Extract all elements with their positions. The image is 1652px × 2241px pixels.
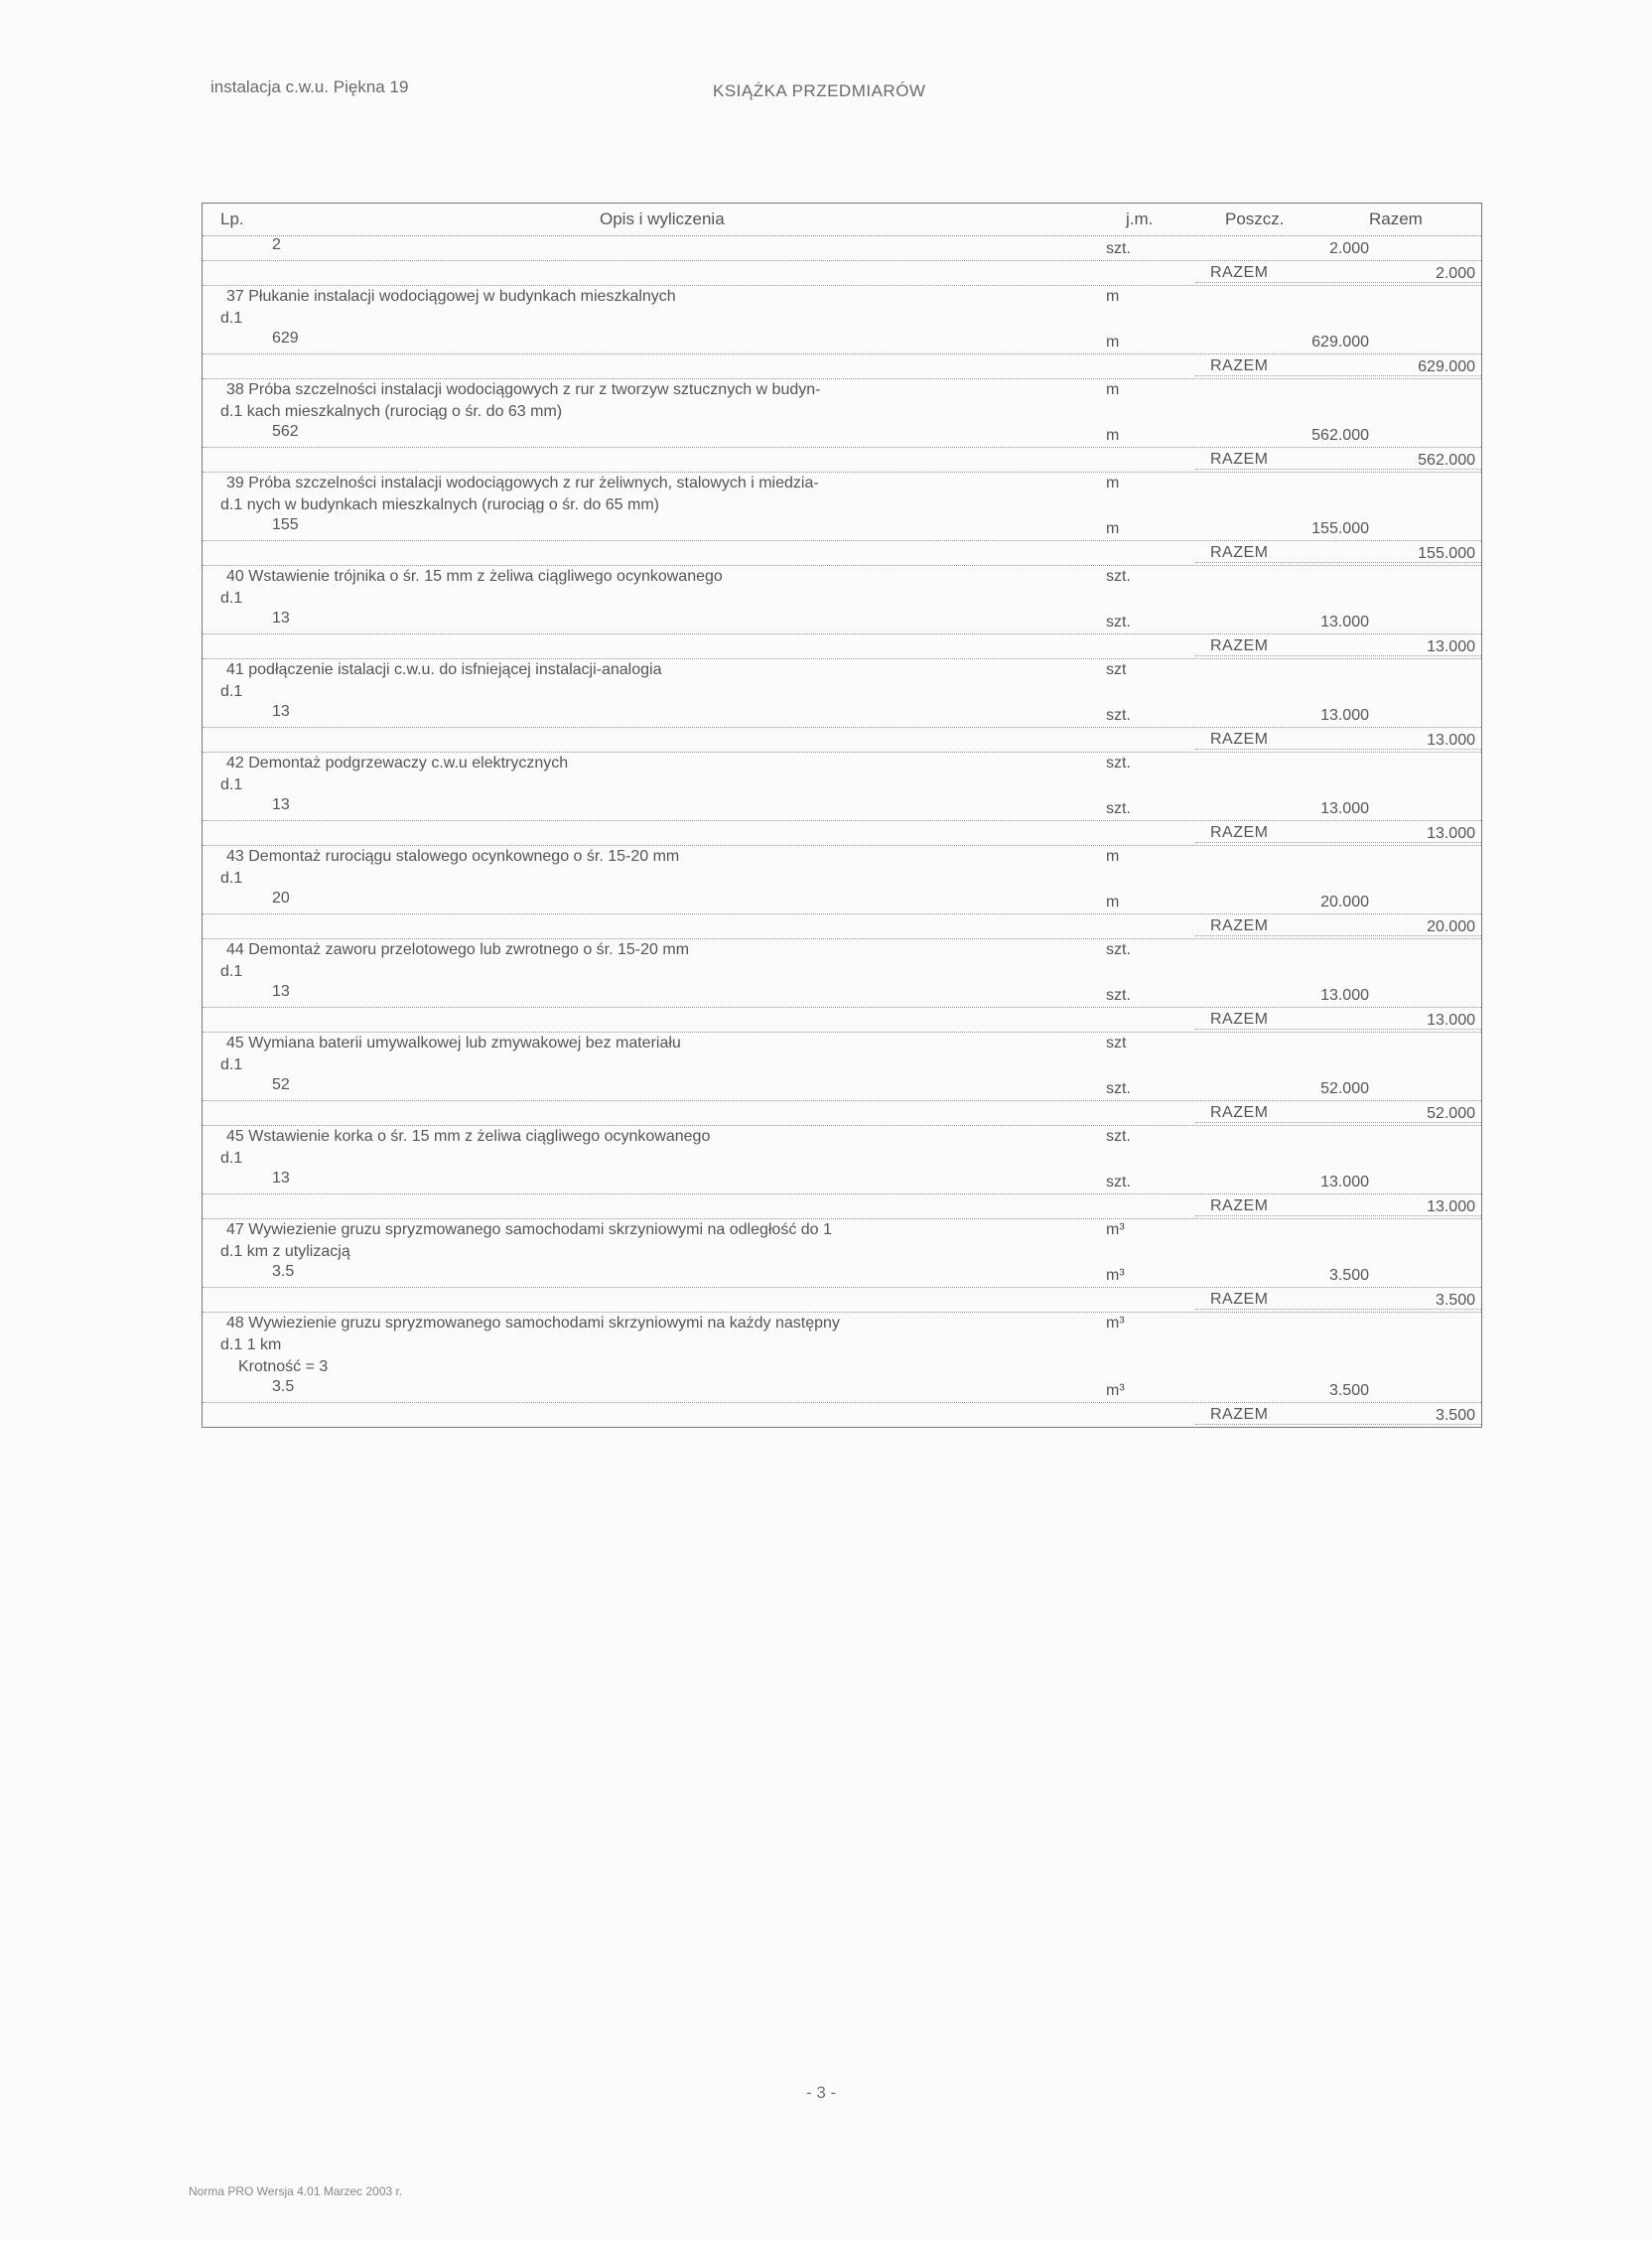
total-line xyxy=(203,1194,1481,1218)
unit: m xyxy=(1106,381,1120,398)
calc-line xyxy=(203,236,1481,261)
calc-unit: m xyxy=(1106,334,1120,350)
description-line xyxy=(203,1219,1481,1241)
description-line xyxy=(203,753,1481,774)
description-line xyxy=(203,1033,1481,1054)
calc-qty: 20.000 xyxy=(1320,894,1369,910)
description-text: d.1 1 km xyxy=(220,1336,282,1353)
total-line xyxy=(203,914,1481,938)
bill-of-quantities-table xyxy=(202,203,1482,1428)
calc-unit: szt. xyxy=(1106,800,1131,817)
total-line xyxy=(203,1288,1481,1312)
total-value: 3.500 xyxy=(1435,1407,1475,1424)
description-text: Krotność = 3 xyxy=(238,1358,329,1375)
description-line xyxy=(203,379,1481,401)
calc-line xyxy=(203,796,1481,821)
description-line xyxy=(203,494,1481,516)
total-line xyxy=(203,354,1481,378)
calc-value: 3.5 xyxy=(272,1263,295,1280)
total-label: RAZEM xyxy=(1210,357,1269,374)
total-value: 13.000 xyxy=(1427,732,1475,749)
total-label: RAZEM xyxy=(1210,1104,1269,1121)
col-poszcz: Poszcz. xyxy=(1225,210,1285,228)
description-text: 45 Wymiana baterii umywalkowej lub zmywakowej bez materiału xyxy=(226,1035,681,1051)
calc-value: 13 xyxy=(272,1170,290,1187)
calc-qty: 13.000 xyxy=(1320,987,1369,1004)
description-line xyxy=(203,1148,1481,1170)
total-value: 629.000 xyxy=(1418,358,1475,375)
table-row xyxy=(203,658,1481,752)
calc-unit: szt. xyxy=(1106,987,1131,1004)
description-text: 48 Wywiezienie gruzu spryzmowanego samochodami skrzyniowymi na każdy następny xyxy=(226,1315,840,1331)
description-line xyxy=(203,1241,1481,1263)
calc-unit: szt. xyxy=(1106,614,1131,630)
calc-unit: m xyxy=(1106,427,1120,444)
calc-value: 13 xyxy=(272,796,290,813)
calc-line xyxy=(203,703,1481,728)
calc-qty: 3.500 xyxy=(1328,1267,1369,1284)
total-value: 13.000 xyxy=(1427,638,1475,655)
table-row xyxy=(203,1125,1481,1218)
calc-unit: m xyxy=(1106,520,1120,537)
calc-value: 13 xyxy=(272,703,290,720)
total-line xyxy=(203,1403,1481,1427)
calc-qty: 155.000 xyxy=(1311,520,1369,537)
total-line xyxy=(203,821,1481,845)
total-label: RAZEM xyxy=(1210,917,1269,934)
total-line xyxy=(203,1101,1481,1125)
calc-unit: szt. xyxy=(1106,1174,1131,1191)
total-value: 52.000 xyxy=(1427,1105,1475,1122)
description-text: 43 Demontaż rurociągu stalowego ocynkownego o śr. 15-20 mm xyxy=(226,848,680,865)
description-text: d.1 nych w budynkach mieszkalnych (rurociąg o śr. do 65 mm) xyxy=(220,496,659,513)
total-value: 13.000 xyxy=(1427,1198,1475,1215)
total-line xyxy=(203,261,1481,285)
description-text: d.1 km z utylizacją xyxy=(220,1243,350,1260)
table-row xyxy=(203,752,1481,845)
col-jm: j.m. xyxy=(1126,210,1154,228)
total-value: 13.000 xyxy=(1427,1012,1475,1029)
footer-software: Norma PRO Wersja 4.01 Marzec 2003 r. xyxy=(189,2184,403,2198)
total-label: RAZEM xyxy=(1210,637,1269,654)
total-label: RAZEM xyxy=(1210,451,1269,468)
description-text: 45 Wstawienie korka o śr. 15 mm z żeliwa ciągliwego ocynkowanego xyxy=(226,1128,711,1145)
table-row xyxy=(203,845,1481,938)
total-label: RAZEM xyxy=(1210,1291,1269,1308)
total-label: RAZEM xyxy=(1210,544,1269,561)
total-line xyxy=(203,634,1481,658)
unit: szt. xyxy=(1106,568,1131,585)
unit: szt. xyxy=(1106,941,1131,958)
calc-line xyxy=(203,1378,1481,1403)
calc-unit: m³ xyxy=(1106,1267,1125,1284)
description-line xyxy=(203,1054,1481,1076)
calc-value: 629 xyxy=(272,330,299,347)
calc-line xyxy=(203,516,1481,541)
description-text: d.1 xyxy=(220,683,243,700)
calc-unit: szt. xyxy=(1106,707,1131,724)
table-header xyxy=(203,204,1481,236)
unit: szt. xyxy=(1106,755,1131,771)
calc-qty: 13.000 xyxy=(1320,614,1369,630)
table-row xyxy=(203,565,1481,658)
description-line xyxy=(203,939,1481,961)
total-value: 3.500 xyxy=(1435,1292,1475,1309)
description-line xyxy=(203,566,1481,588)
description-line xyxy=(203,681,1481,703)
calc-qty: 629.000 xyxy=(1311,334,1369,350)
description-line xyxy=(203,1356,1481,1378)
header-project-title: instalacja c.w.u. Piękna 19 xyxy=(210,77,409,96)
calc-value: 52 xyxy=(272,1076,290,1093)
calc-qty: 13.000 xyxy=(1320,800,1369,817)
table-row xyxy=(203,1312,1481,1427)
description-line xyxy=(203,846,1481,868)
calc-line xyxy=(203,1263,1481,1288)
description-text: 40 Wstawienie trójnika o śr. 15 mm z żeliwa ciągliwego ocynkowanego xyxy=(226,568,723,585)
unit: szt xyxy=(1106,1035,1127,1051)
description-text: 42 Demontaż podgrzewaczy c.w.u elektrycznych xyxy=(226,755,569,771)
total-line xyxy=(203,728,1481,752)
total-line xyxy=(203,1008,1481,1032)
description-text: d.1 xyxy=(220,310,243,327)
calc-qty: 13.000 xyxy=(1320,707,1369,724)
total-value: 20.000 xyxy=(1427,918,1475,935)
page-number: - 3 - xyxy=(806,2083,837,2102)
calc-line xyxy=(203,610,1481,634)
calc-qty: 2.000 xyxy=(1328,240,1369,257)
table-row xyxy=(203,1032,1481,1125)
description-line xyxy=(203,1334,1481,1356)
description-line xyxy=(203,401,1481,423)
unit: m xyxy=(1106,848,1120,865)
description-text: d.1 kach mieszkalnych (rurociąg o śr. do 63 mm) xyxy=(220,403,563,420)
total-label: RAZEM xyxy=(1210,1406,1269,1423)
description-text: d.1 xyxy=(220,1056,243,1073)
total-label: RAZEM xyxy=(1210,1197,1269,1214)
description-line xyxy=(203,961,1481,983)
unit: m³ xyxy=(1106,1221,1125,1238)
calc-qty: 13.000 xyxy=(1320,1174,1369,1191)
total-label: RAZEM xyxy=(1210,1011,1269,1028)
col-opis: Opis i wyliczenia xyxy=(600,210,725,228)
description-line xyxy=(203,1126,1481,1148)
calc-line xyxy=(203,1170,1481,1194)
description-text: d.1 xyxy=(220,590,243,607)
calc-value: 13 xyxy=(272,610,290,627)
calc-qty: 52.000 xyxy=(1320,1080,1369,1097)
description-text: d.1 xyxy=(220,776,243,793)
unit: m xyxy=(1106,475,1120,491)
description-line xyxy=(203,774,1481,796)
table-row xyxy=(203,285,1481,378)
calc-qty: 3.500 xyxy=(1328,1382,1369,1399)
description-text: d.1 xyxy=(220,963,243,980)
calc-value: 562 xyxy=(272,423,299,440)
col-razem: Razem xyxy=(1369,210,1423,228)
table-row xyxy=(203,938,1481,1032)
description-text: 47 Wywiezienie gruzu spryzmowanego samochodami skrzyniowymi na odległość do 1 xyxy=(226,1221,832,1238)
description-line xyxy=(203,473,1481,494)
calc-unit: m xyxy=(1106,894,1120,910)
description-text: 38 Próba szczelności instalacji wodociągowych z rur z tworzyw sztucznych w budyn- xyxy=(226,381,821,398)
table-row xyxy=(203,378,1481,472)
calc-value: 20 xyxy=(272,890,290,907)
description-text: d.1 xyxy=(220,870,243,887)
calc-unit: m³ xyxy=(1106,1382,1125,1399)
total-label: RAZEM xyxy=(1210,824,1269,841)
unit: m³ xyxy=(1106,1315,1125,1331)
calc-line xyxy=(203,890,1481,914)
description-line xyxy=(203,1313,1481,1334)
table-row xyxy=(203,236,1481,285)
calc-qty: 562.000 xyxy=(1311,427,1369,444)
total-label: RAZEM xyxy=(1210,731,1269,748)
calc-line xyxy=(203,330,1481,354)
calc-line xyxy=(203,423,1481,448)
description-line xyxy=(203,659,1481,681)
unit: szt xyxy=(1106,661,1127,678)
table-row xyxy=(203,472,1481,565)
table-row xyxy=(203,1218,1481,1312)
total-value: 2.000 xyxy=(1435,265,1475,282)
total-value: 13.000 xyxy=(1427,825,1475,842)
calc-value: 13 xyxy=(272,983,290,1000)
calc-value: 2 xyxy=(272,236,281,253)
total-line xyxy=(203,541,1481,565)
description-line xyxy=(203,286,1481,308)
calc-line xyxy=(203,1076,1481,1101)
total-value: 562.000 xyxy=(1418,452,1475,469)
col-lp: Lp. xyxy=(220,210,244,228)
description-text: 41 podłączenie istalacji c.w.u. do isfniejącej instalacji-analogia xyxy=(226,661,662,678)
description-line xyxy=(203,588,1481,610)
calc-value: 155 xyxy=(272,516,299,533)
description-text: 44 Demontaż zaworu przelotowego lub zwrotnego o śr. 15-20 mm xyxy=(226,941,690,958)
calc-value: 3.5 xyxy=(272,1378,295,1395)
calc-line xyxy=(203,983,1481,1008)
calc-unit: szt. xyxy=(1106,240,1131,257)
total-line xyxy=(203,448,1481,472)
unit: szt. xyxy=(1106,1128,1131,1145)
description-text: d.1 xyxy=(220,1150,243,1167)
description-text: 37 Płukanie instalacji wodociągowej w budynkach mieszkalnych xyxy=(226,288,676,305)
unit: m xyxy=(1106,288,1120,305)
description-line xyxy=(203,308,1481,330)
description-text: 39 Próba szczelności instalacji wodociągowych z rur żeliwnych, stalowych i miedzia- xyxy=(226,475,819,491)
header-document-title: KSIĄŻKA PRZEDMIARÓW xyxy=(713,81,926,100)
total-value: 155.000 xyxy=(1418,545,1475,562)
total-label: RAZEM xyxy=(1210,264,1269,281)
calc-unit: szt. xyxy=(1106,1080,1131,1097)
description-line xyxy=(203,868,1481,890)
